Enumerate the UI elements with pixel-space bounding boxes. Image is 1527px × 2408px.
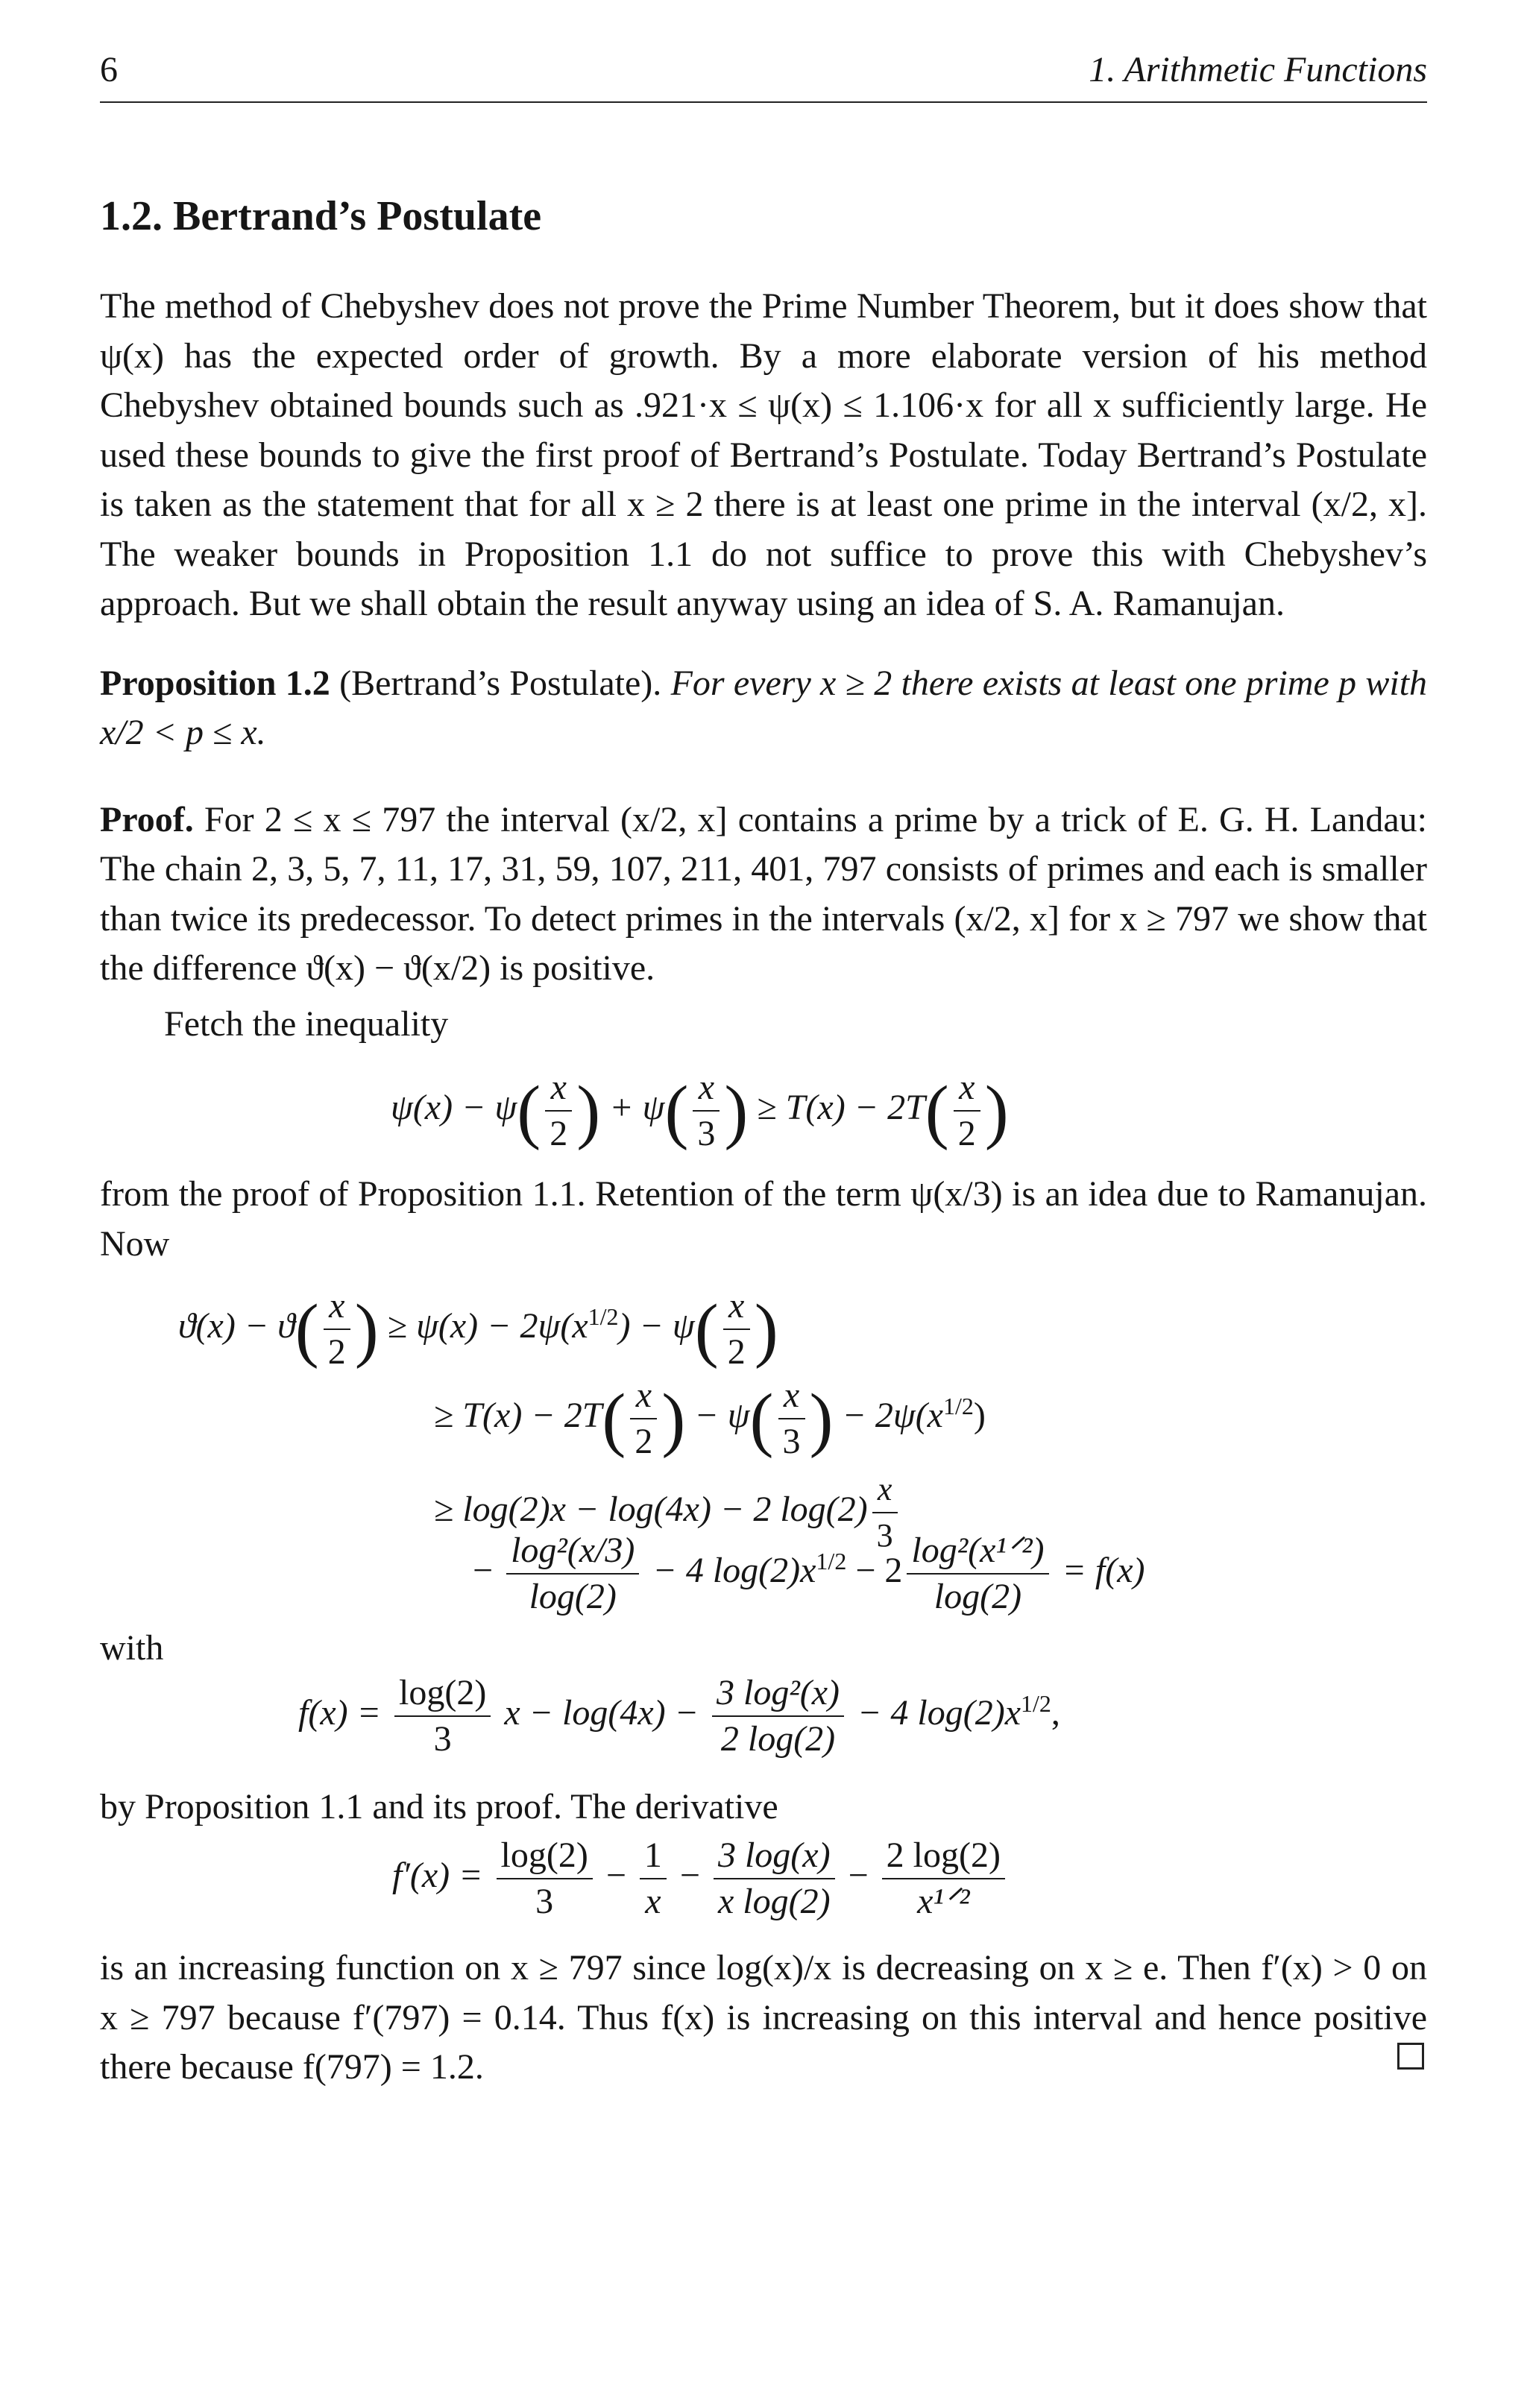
by-proposition: by Proposition 1.1 and its proof. The derivative — [100, 1786, 778, 1827]
proof-label: Proof. — [100, 799, 194, 839]
chain-line-2: ≥ T(x) − 2T( $\frac{x}{2}$ ) − ψ( $\frac{x}{3}$ ) − $2\psi(x^{1/2})$ — [434, 1373, 986, 1464]
with-word: with — [100, 1628, 164, 1668]
proof-text: For 2 ≤ x ≤ 797 the interval (x/2, x] contains a prime by a trick of E. G. H. Landau: The chain 2, 3, 5, 7, 11, 17, 31, 59, 107, 211, 401, 797 consists of primes and each is smaller than twice its predecessor. To detect primes in the intervals (x/2, x] for x ≥ 797 we show that the difference ϑ(x) − ϑ(x/2) is positive. — [100, 799, 1427, 988]
section-title: 1.2. Bertrand’s Postulate — [100, 193, 542, 239]
f-definition: f(x) = $\frac{\log(2)}{3}$ x − log(4x) − $\frac{\text{3 log²(x)}}{2 \log(2)}$ − 4 $\log(2)x^{1/2}$, — [100, 1674, 1427, 1783]
eq1-lhs: ψ(x) − ψ — [391, 1088, 517, 1128]
running-header — [100, 43, 1427, 103]
running-title: 1. Arithmetic Functions — [1089, 50, 1427, 89]
frac-x-2: $\frac{x}{2}$ — [545, 1065, 572, 1156]
frac-x-2b: $\frac{x}{2}$ — [954, 1065, 980, 1156]
eq1-plus: + ψ — [609, 1088, 665, 1128]
proposition-label: Proposition 1.2 — [100, 663, 330, 703]
chain-line-4: − $\frac{\text{log²(x/3)}}{\log(2)}$ − 4 $\log(2)x^{1/2} - 2$ $\frac{\text{log²(x¹ᐟ²)}}{\log(2)}$ = f(x) — [473, 1528, 1145, 1619]
proposition — [100, 659, 1427, 758]
proposition-statement: For every x ≥ 2 there exists at least one prime p with x/2 < p ≤ x. — [100, 663, 1428, 752]
proof-paragraph — [100, 795, 1427, 994]
eq1-rhs: ≥ T(x) − 2T — [757, 1088, 925, 1128]
inequality-display: ψ(x) − ψ( $\frac{x}{2}$ ) + ψ( $\frac{x}{3}$ ) ≥ T(x) − 2T( $\frac{x}{2}$ ) — [100, 1050, 1427, 1170]
chain-line-3: ≥ log(2)x − log(4x) − 2 log(2) $\frac{x}{3}$ — [434, 1467, 902, 1558]
fetch-line: Fetch the inequality — [164, 1003, 449, 1044]
after-inequality: from the proof of Proposition 1.1. Retention of the term ψ(x/3) is an idea due to Ramanujan. Now — [100, 1174, 1427, 1264]
derivative-display: f′(x) = $\frac{\log(2)}{3}$ − $\frac{1}{x}$ − $\frac{3 \log(x)}{\text{x log(2)}}$ − $\frac{2 \log(2)}{\text{x¹ᐟ²}}$ — [100, 1832, 1427, 1944]
conclusion-text: is an increasing function on x ≥ 797 since log(x)/x is decreasing on x ≥ e. Then f′(x) > 0 on x ≥ 797 because f′(797) = 0.14. Thus f(x) is increasing on this interval and hence positive there because f(797) = 1.2. — [100, 1948, 1427, 2087]
qed-square-icon — [1397, 2043, 1424, 2070]
intro-paragraph: The method of Chebyshev does not prove the Prime Number Theorem, but it does show that ψ(x) has the expected order of growth. By a more elaborate version of his method Chebyshev obtained bounds such as .921·x ≤ ψ(x) ≤ 1.106·x for all x sufficiently large. He used these bounds to give the first proof of Bertrand’s Postulate. Today Bertrand’s Postulate is taken as the statement that for all x ≥ 2 there is at least one prime in the interval (x/2, x]. The weaker bounds in Proposition 1.1 do not suffice to prove this with Chebyshev’s approach. But we shall obtain the result anyway using an idea of S. A. Ramanujan. — [100, 286, 1427, 623]
proposition-name: (Bertrand’s Postulate). — [339, 663, 662, 703]
page — [100, 43, 1427, 2093]
page-number: 6 — [100, 50, 118, 89]
inequality-chain — [100, 1276, 1427, 1616]
conclusion-paragraph — [100, 1944, 1427, 2093]
chain-line-1: ϑ(x) − ϑ( $\frac{x}{2}$ ) ≥ $\psi(x) - 2\psi(x^{1/2}) - \psi$( $\frac{x}{2}$ ) — [178, 1284, 778, 1375]
frac-x-3: $\frac{x}{3}$ — [693, 1065, 720, 1156]
